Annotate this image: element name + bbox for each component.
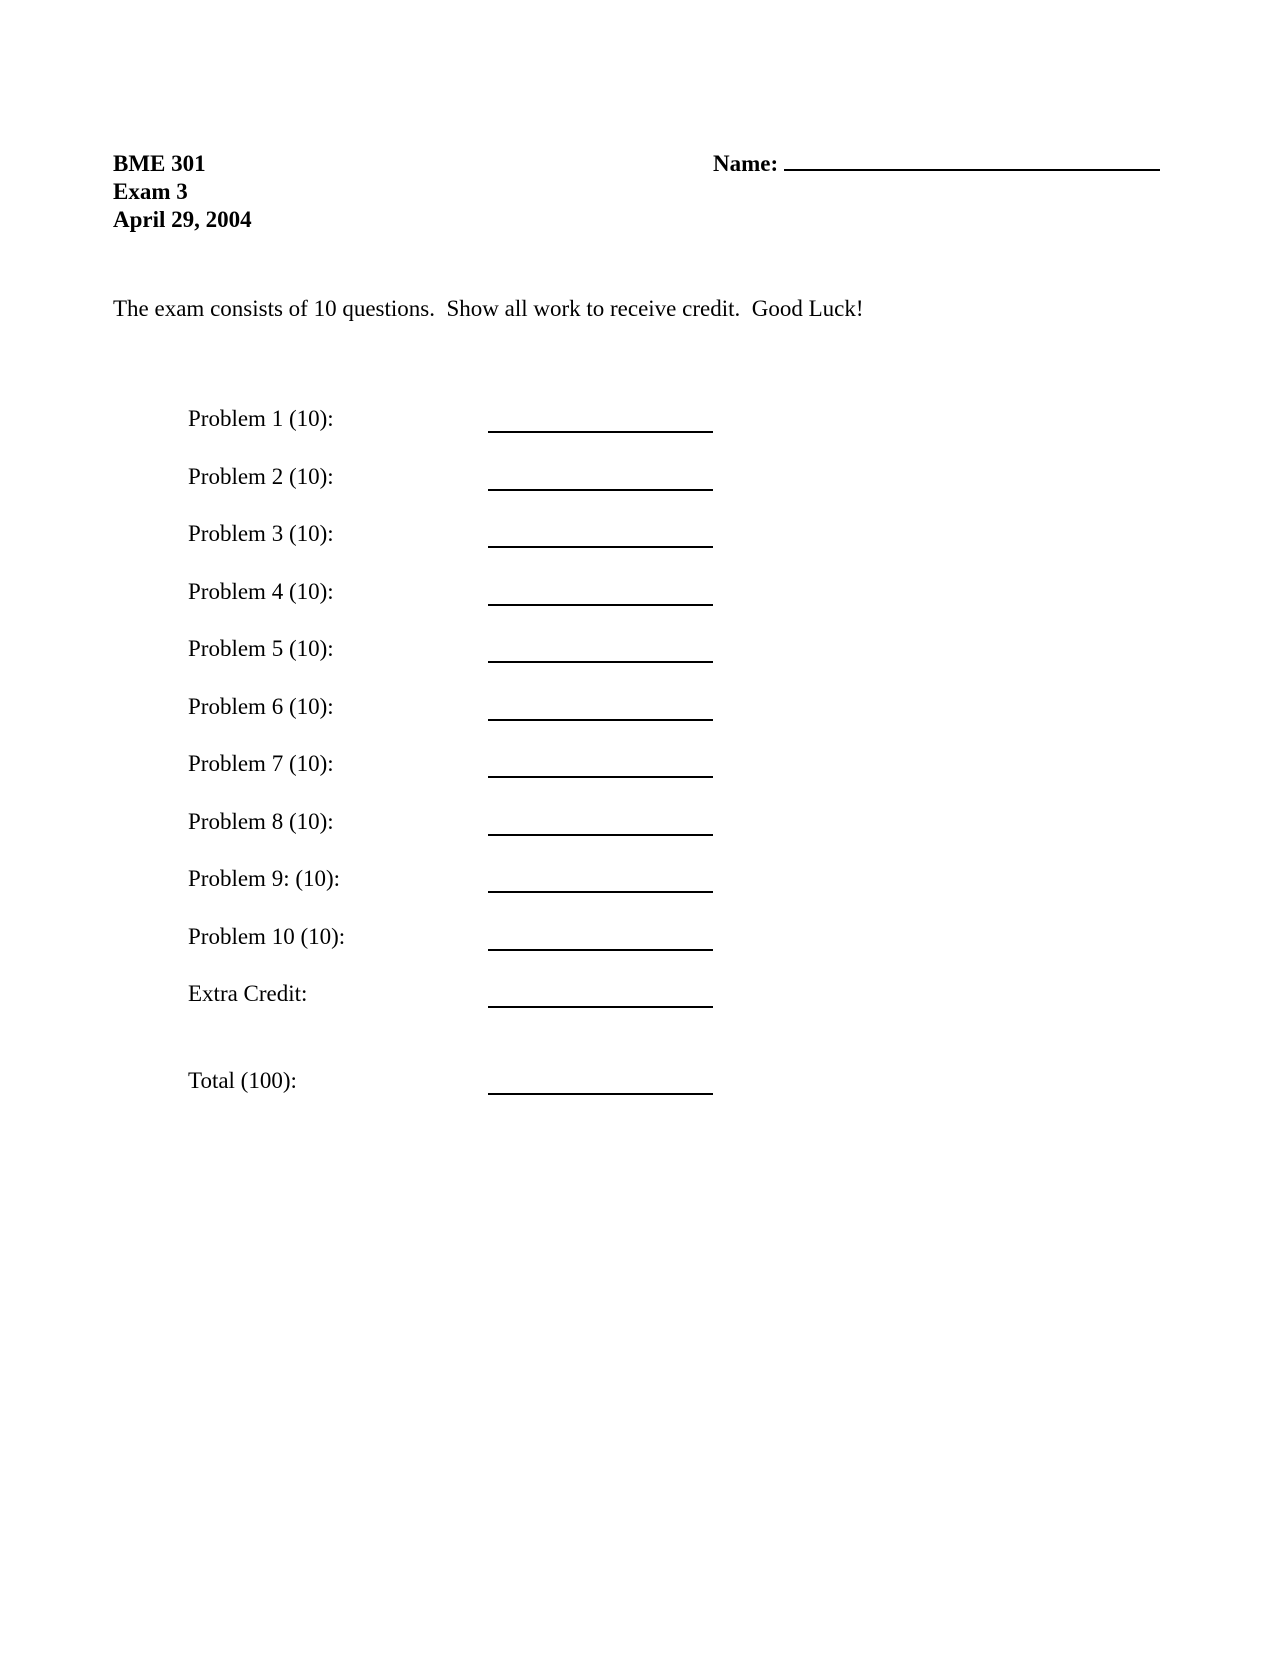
score-blank-line	[488, 949, 713, 951]
score-label: Problem 7 (10):	[188, 751, 334, 776]
score-row-extra-credit	[188, 980, 718, 1008]
score-label: Problem 10 (10):	[188, 924, 346, 949]
score-row-problem-7	[188, 750, 718, 778]
score-row-problem-6	[188, 693, 718, 721]
score-label: Problem 8 (10):	[188, 809, 334, 834]
score-blank-line	[488, 1006, 713, 1008]
name-blank-line	[784, 169, 1160, 171]
score-blank-line	[488, 891, 713, 893]
name-label: Name:	[713, 151, 779, 176]
score-label: Problem 9: (10):	[188, 866, 341, 891]
exam-title: Exam 3	[113, 179, 188, 204]
score-row-problem-5	[188, 635, 718, 663]
score-row-problem-3	[188, 520, 718, 548]
score-label: Problem 6 (10):	[188, 694, 334, 719]
score-label: Problem 1 (10):	[188, 406, 334, 431]
score-blank-line	[488, 719, 713, 721]
exam-instructions: The exam consists of 10 questions. Show all work to receive credit. Good Luck!	[113, 296, 864, 321]
exam-date: April 29, 2004	[113, 207, 252, 232]
score-blank-line	[488, 661, 713, 663]
score-blank-line	[488, 604, 713, 606]
total-label: Total (100):	[188, 1068, 297, 1093]
score-row-problem-9	[188, 865, 718, 893]
score-row-problem-4	[188, 578, 718, 606]
score-row-problem-1	[188, 405, 718, 433]
score-blank-line	[488, 546, 713, 548]
name-field	[713, 150, 1160, 178]
course-title: BME 301	[113, 151, 206, 176]
score-label: Problem 5 (10):	[188, 636, 334, 661]
score-row-problem-10	[188, 923, 718, 951]
score-blank-line	[488, 431, 713, 433]
score-label: Problem 4 (10):	[188, 579, 334, 604]
score-blank-line	[488, 776, 713, 778]
score-blank-line	[488, 1093, 713, 1095]
score-blank-line	[488, 489, 713, 491]
score-label: Problem 3 (10):	[188, 521, 334, 546]
score-row-problem-8	[188, 808, 718, 836]
exam-header	[113, 150, 252, 234]
score-blank-line	[488, 834, 713, 836]
score-label: Extra Credit:	[188, 981, 308, 1006]
score-row-total	[188, 1067, 718, 1095]
score-row-problem-2	[188, 463, 718, 491]
score-label: Problem 2 (10):	[188, 464, 334, 489]
